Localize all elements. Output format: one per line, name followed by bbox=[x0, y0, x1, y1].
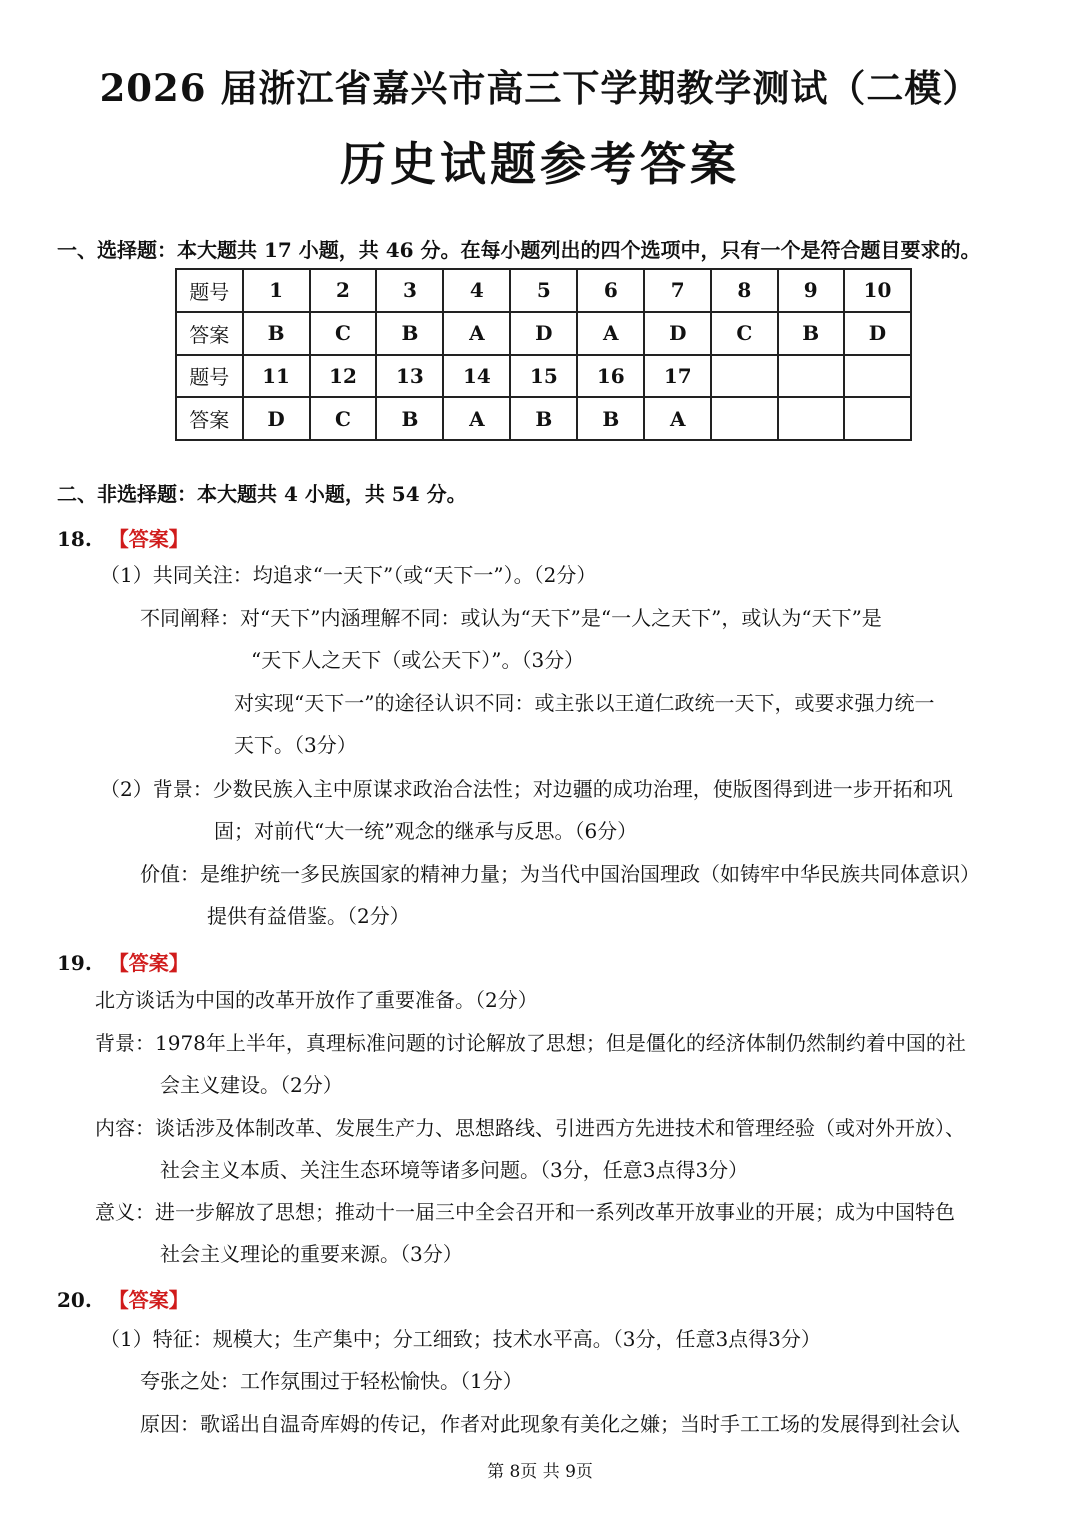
answer-cell: D bbox=[510, 312, 577, 355]
question-number: 12 bbox=[310, 355, 377, 398]
question-number: 10 bbox=[844, 269, 911, 312]
table-row bbox=[176, 355, 911, 398]
q19-answer-tag: 【答案】 bbox=[108, 951, 189, 975]
document-title: 2026 届浙江省嘉兴市高三下学期教学测试（二模） bbox=[99, 66, 981, 110]
answer-table bbox=[175, 268, 912, 441]
q19-line-4: 内容：谈话涉及体制改革、发展生产力、思想路线、引进西方先进技术和管理经验（或对外开放）、 bbox=[95, 1116, 965, 1140]
answer-cell: B bbox=[376, 312, 443, 355]
answer-cell: B bbox=[243, 312, 310, 355]
q20-number: 20. bbox=[57, 1288, 92, 1312]
question-number: 15 bbox=[510, 355, 577, 398]
q18-number-row bbox=[57, 523, 189, 552]
question-number: 14 bbox=[443, 355, 510, 398]
question-number: 13 bbox=[376, 355, 443, 398]
answer-cell: C bbox=[310, 397, 377, 440]
section2-heading: 二、非选择题：本大题共 4 小题，共 54 分。 bbox=[57, 482, 467, 506]
question-number: 17 bbox=[644, 355, 711, 398]
q19-line-1: 北方谈话为中国的改革开放作了重要准备。（2分） bbox=[95, 988, 538, 1012]
q19-line-2: 背景：1978年上半年，真理标准问题的讨论解放了思想；但是僵化的经济体制仍然制约着中国的社 bbox=[95, 1031, 966, 1055]
q18-answer-tag: 【答案】 bbox=[108, 527, 189, 551]
q19-line-3: 会主义建设。（2分） bbox=[160, 1073, 343, 1097]
q19-line-6: 意义：进一步解放了思想；推动十一届三中全会召开和一系列改革开放事业的开展；成为中国特色 bbox=[95, 1200, 955, 1224]
answer-cell bbox=[778, 397, 844, 440]
question-number: 2 bbox=[310, 269, 377, 312]
document-subtitle: 历史试题参考答案 bbox=[340, 137, 740, 191]
question-number: 6 bbox=[577, 269, 644, 312]
q19-number: 19. bbox=[57, 951, 92, 975]
q19-line-7: 社会主义理论的重要来源。（3分） bbox=[160, 1242, 463, 1266]
question-number: 1 bbox=[243, 269, 310, 312]
table-row bbox=[176, 312, 911, 355]
question-number: 3 bbox=[376, 269, 443, 312]
section1-heading: 一、选择题：本大题共 17 小题，共 46 分。在每小题列出的四个选项中，只有一个是符合题目要求的。 bbox=[57, 238, 981, 262]
row-label-question: 题号 bbox=[176, 355, 243, 398]
question-number: 16 bbox=[577, 355, 644, 398]
question-number: 8 bbox=[711, 269, 777, 312]
q20-number-row bbox=[57, 1284, 189, 1313]
answer-cell: B bbox=[577, 397, 644, 440]
answer-cell: D bbox=[644, 312, 711, 355]
answer-cell: D bbox=[844, 312, 911, 355]
answer-cell: D bbox=[243, 397, 310, 440]
question-number: 11 bbox=[243, 355, 310, 398]
q18-line-7: 固；对前代“大一统”观念的继承与反思。（6分） bbox=[214, 819, 638, 843]
answer-cell bbox=[711, 397, 777, 440]
answer-cell bbox=[844, 397, 911, 440]
q18-line-6: （2）背景：少数民族入主中原谋求政治合法性；对边疆的成功治理，使版图得到进一步开拓和巩 bbox=[100, 777, 953, 801]
row-label-answer: 答案 bbox=[176, 312, 243, 355]
q18-number: 18. bbox=[57, 527, 92, 551]
answer-cell: A bbox=[577, 312, 644, 355]
q20-line-3: 原因：歌谣出自温奇库姆的传记，作者对此现象有美化之嫌；当时手工工场的发展得到社会认 bbox=[140, 1412, 960, 1436]
question-number: 7 bbox=[644, 269, 711, 312]
question-number bbox=[778, 355, 844, 398]
question-number: 9 bbox=[778, 269, 844, 312]
q18-line-1: （1）共同关注：均追求“一天下”（或“天下一”）。（2分） bbox=[100, 563, 597, 587]
q20-answer-tag: 【答案】 bbox=[108, 1288, 189, 1312]
answer-cell: B bbox=[376, 397, 443, 440]
q18-line-5: 天下。（3分） bbox=[234, 733, 357, 757]
q19-number-row bbox=[57, 947, 189, 976]
answer-cell: A bbox=[443, 312, 510, 355]
q20-line-1: （1）特征：规模大；生产集中；分工细致；技术水平高。（3分，任意3点得3分） bbox=[100, 1327, 821, 1351]
row-label-question: 题号 bbox=[176, 269, 243, 312]
question-number: 5 bbox=[510, 269, 577, 312]
question-number bbox=[844, 355, 911, 398]
q18-line-8: 价值：是维护统一多民族国家的精神力量；为当代中国治国理政（如铸牢中华民族共同体意识） bbox=[140, 862, 980, 886]
row-label-answer: 答案 bbox=[176, 397, 243, 440]
q18-line-4: 对实现“天下一”的途径认识不同：或主张以王道仁政统一天下，或要求强力统一 bbox=[234, 691, 935, 715]
page-footer: 第 8页 共 9页 bbox=[487, 1462, 593, 1482]
table-row bbox=[176, 269, 911, 312]
answer-cell: B bbox=[510, 397, 577, 440]
q18-line-3: “天下人之天下（或公天下）”。（3分） bbox=[251, 648, 585, 672]
answer-cell: A bbox=[644, 397, 711, 440]
table-row bbox=[176, 397, 911, 440]
question-number: 4 bbox=[443, 269, 510, 312]
q19-line-5: 社会主义本质、关注生态环境等诸多问题。（3分，任意3点得3分） bbox=[160, 1158, 749, 1182]
q20-line-2: 夸张之处：工作氛围过于轻松愉快。（1分） bbox=[140, 1369, 523, 1393]
q18-line-2: 不同阐释：对“天下”内涵理解不同：或认为“天下”是“一人之天下”，或认为“天下”是 bbox=[140, 606, 882, 630]
q18-line-9: 提供有益借鉴。（2分） bbox=[207, 904, 410, 928]
question-number bbox=[711, 355, 777, 398]
answer-cell: A bbox=[443, 397, 510, 440]
answer-cell: C bbox=[310, 312, 377, 355]
answer-cell: B bbox=[778, 312, 844, 355]
answer-cell: C bbox=[711, 312, 777, 355]
